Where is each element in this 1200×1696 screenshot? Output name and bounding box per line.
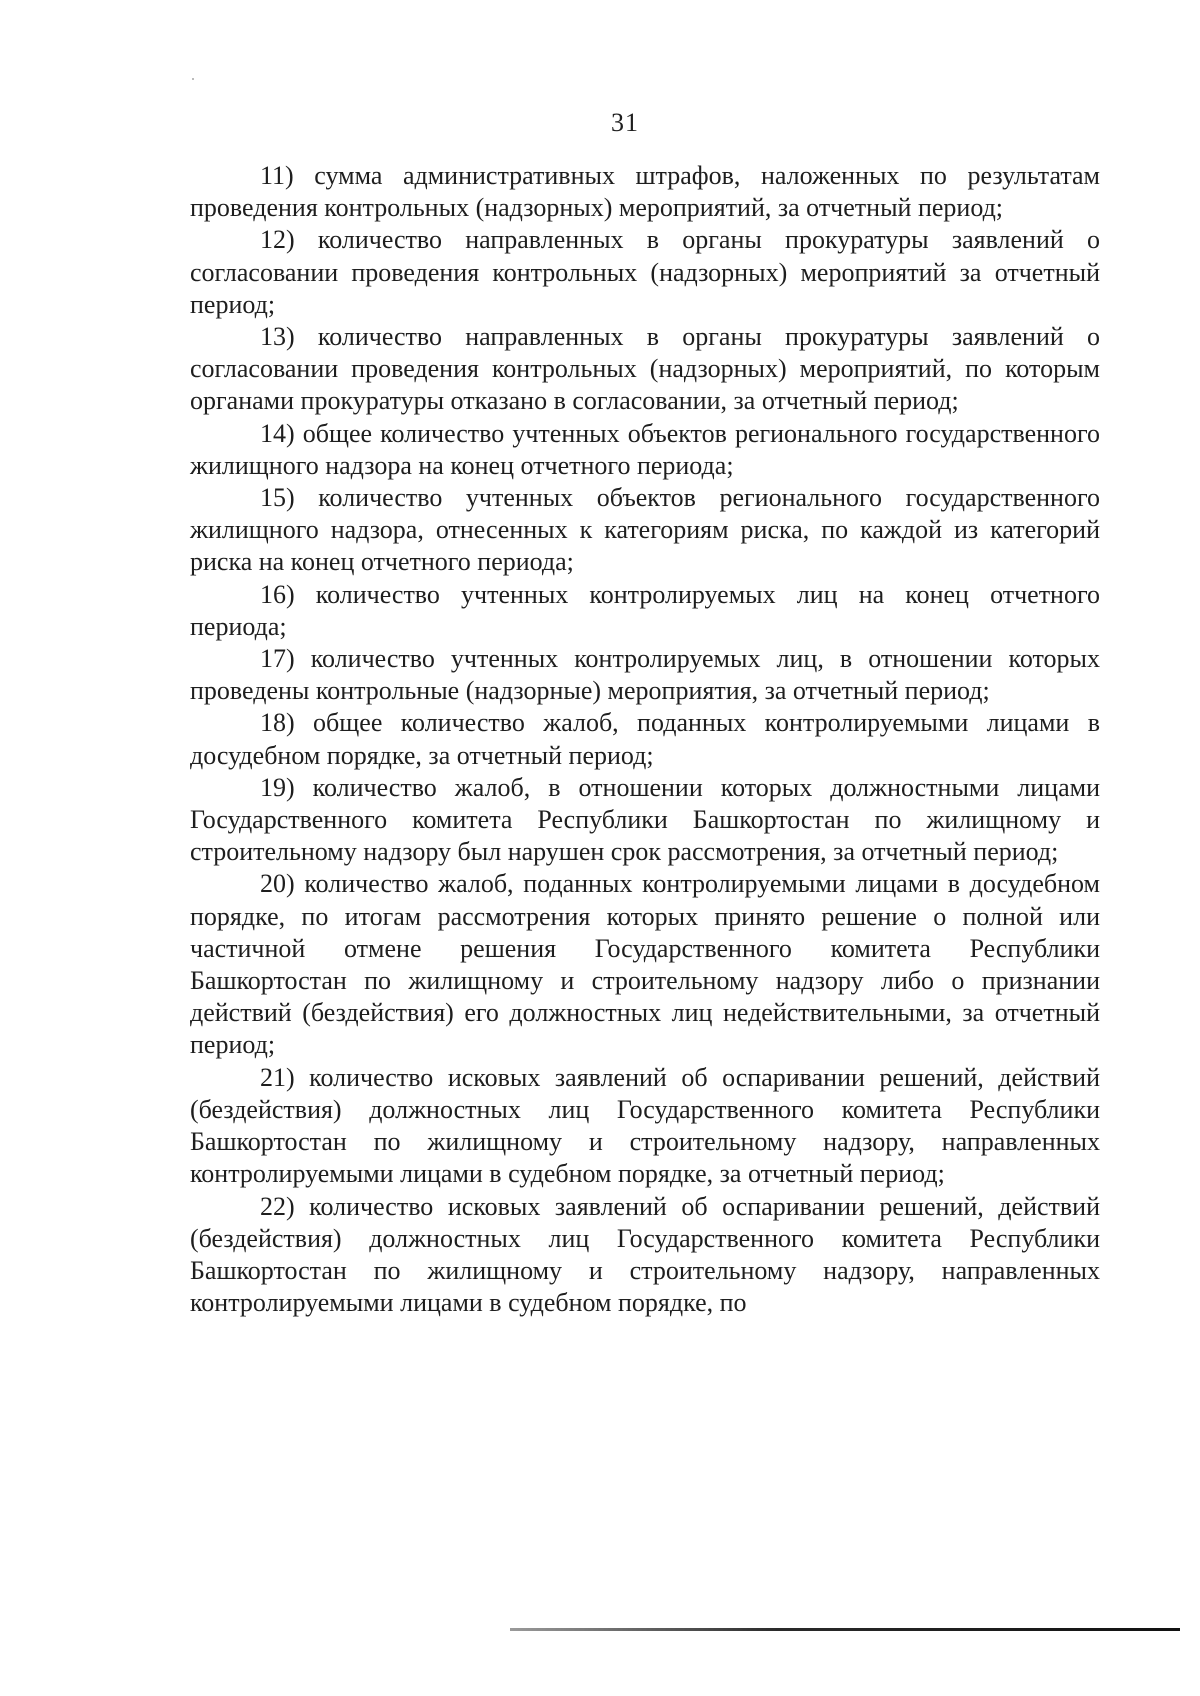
list-item: 14) общее количество учтенных объектов регионального государственного жилищного надзора на конец отчетного периода; [190, 418, 1100, 480]
list-item: 16) количество учтенных контролируемых лиц на конец отчетного периода; [190, 579, 1100, 641]
list-item: 17) количество учтенных контролируемых лиц, в отношении которых проведены контрольные (надзорные) мероприятия, за отчетный период; [190, 644, 1100, 706]
list-item: 18) общее количество жалоб, поданных контролируемыми лицами в досудебном порядке, за отчетный период; [190, 708, 1100, 770]
bottom-divider [510, 1628, 1180, 1631]
list-item: 21) количество исковых заявлений об оспаривании решений, действий (бездействия) должностных лиц Государственного комитета Республики Башкортостан по жилищному и строительному надзору, направленных контролируемыми лицами в судебном порядке, за отчетный период; [190, 1062, 1100, 1189]
list-item: 22) количество исковых заявлений об оспаривании решений, действий (бездействия) должностных лиц Государственного комитета Республики Башкортостан по жилищному и строительному надзору, направленных контролируемыми лицами в судебном порядке, по [190, 1191, 1100, 1318]
list-item: 15) количество учтенных объектов регионального государственного жилищного надзора, отнесенных к категориям риска, по каждой из категорий риска на конец отчетного периода; [190, 483, 1100, 577]
list-item: 20) количество жалоб, поданных контролируемыми лицами в досудебном порядке, по итогам рассмотрения которых принято решение о полной или частичной отмене решения Государственного комитета Республики Башкортостан по жилищному и строительному надзору либо о признании действий (бездействия) его должностных лиц недействительными, за отчетный период; [190, 869, 1100, 1060]
list-item: 13) количество направленных в органы прокуратуры заявлений о согласовании проведения контрольных (надзорных) мероприятий, по которым органами прокуратуры отказано в согласовании, за отчетный период; [190, 322, 1100, 416]
document-body [190, 160, 1100, 1319]
list-item: 11) сумма административных штрафов, наложенных по результатам проведения контрольных (надзорных) мероприятий, за отчетный период; [190, 161, 1100, 223]
scan-artifact [192, 78, 194, 80]
page-number: 31 [611, 108, 639, 137]
list-item: 19) количество жалоб, в отношении которых должностными лицами Государственного комитета Республики Башкортостан по жилищному и строительному надзору был нарушен срок рассмотрения, за отчетный период; [190, 772, 1100, 867]
list-item: 12) количество направленных в органы прокуратуры заявлений о согласовании проведения контрольных (надзорных) мероприятий за отчетный период; [190, 225, 1100, 319]
